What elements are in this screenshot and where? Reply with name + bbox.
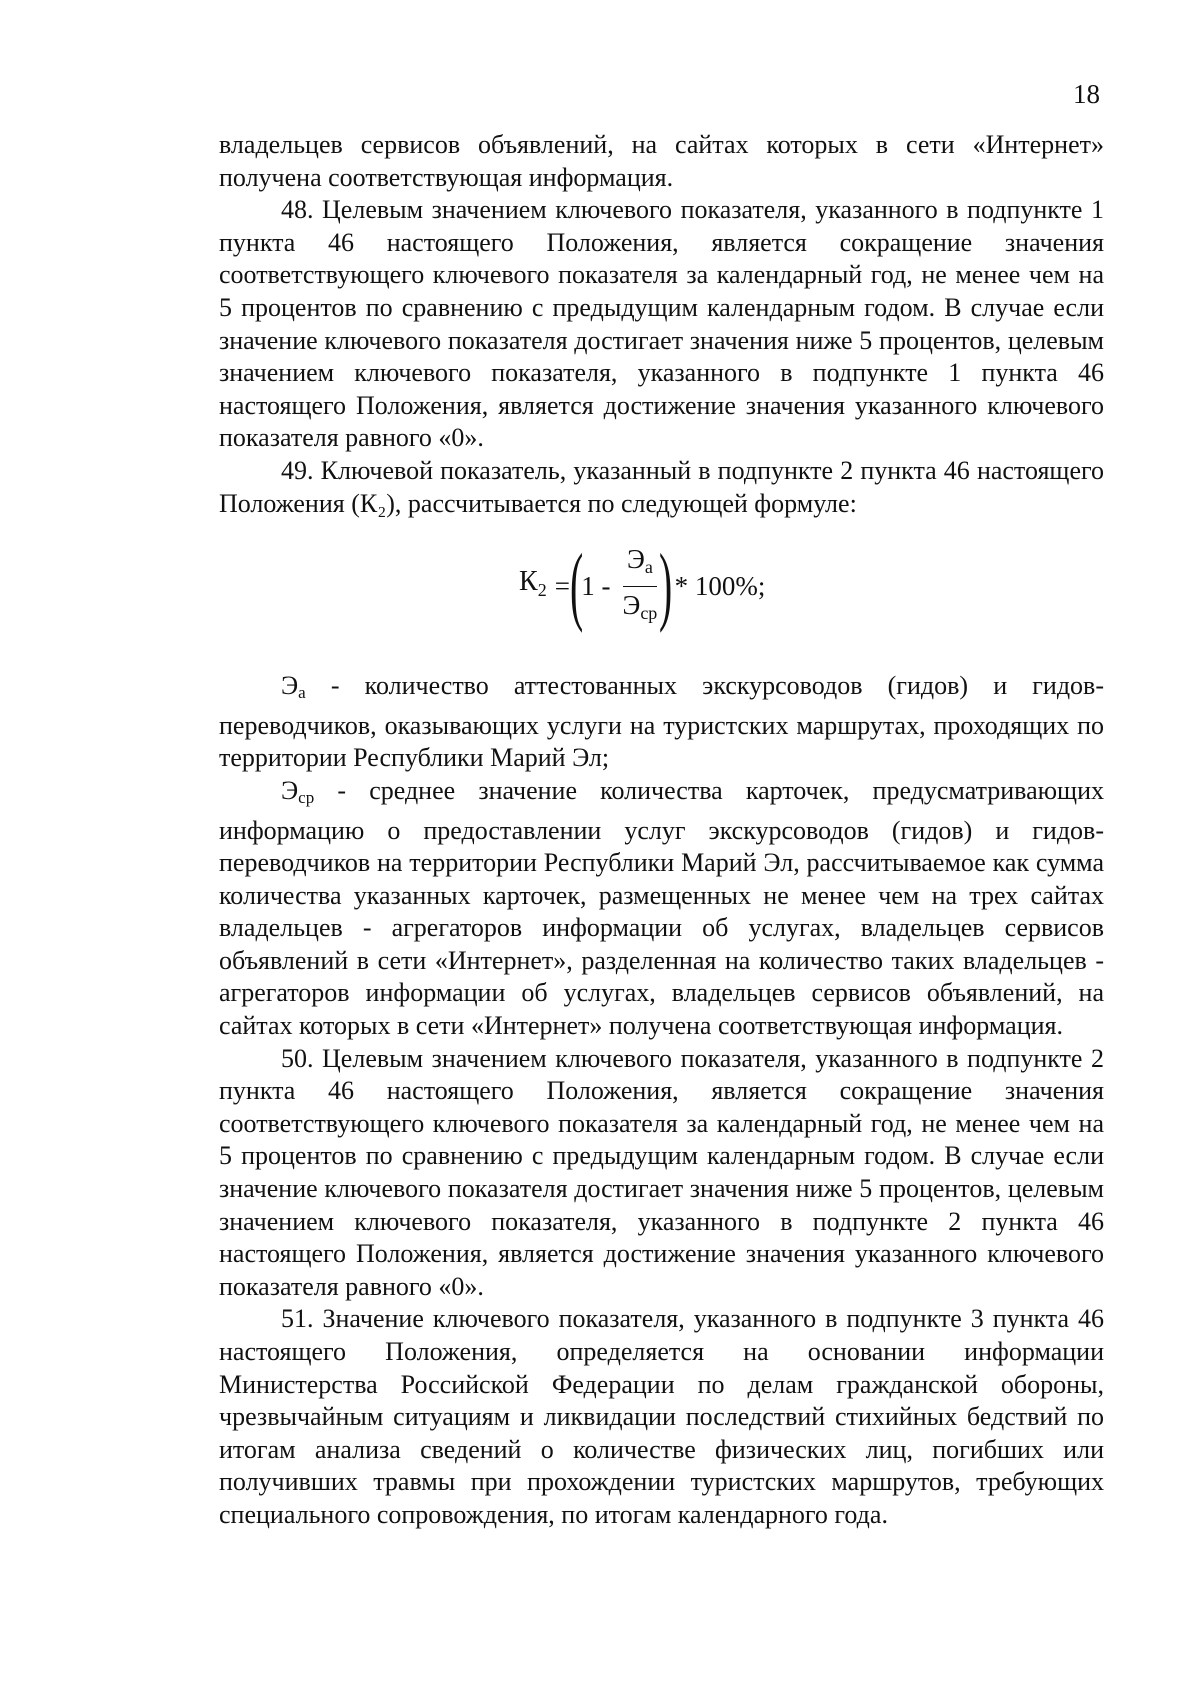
formula-numerator-subscript: а (644, 557, 653, 578)
definition-ea-text: - количество аттестованных экскурсоводов (гидов) и гидов-переводчиков, оказывающих услуги на туристских маршрутах, проходящих по территории Республики Марий Эл; (219, 671, 1104, 773)
formula-denominator (622, 587, 657, 630)
formula-k2 (219, 532, 1104, 640)
definition-esr-subscript: ср (298, 787, 315, 807)
formula-lhs (519, 566, 547, 607)
formula-lhs-symbol: К (519, 565, 538, 597)
formula-numerator-symbol: Э (626, 544, 645, 575)
definition-esr-letter: Э (281, 775, 299, 805)
formula-lhs-subscript: 2 (537, 579, 547, 600)
formula-tail: * 100%; (674, 570, 766, 601)
paragraph-49: 49. Ключевой показатель, указанный в подпункте 2 пункта 46 настоящего Положения (К₂), рассчитывается по следующей формуле: (219, 455, 1104, 518)
definition-esr-symbol (281, 776, 314, 805)
definition-esr-text: - среднее значение количества карточек, предусматривающих информацию о предоставлении услуг экскурсоводов (гидов) и гидов-переводчиков на территории Республики Марий Эл, рассчитываемое как сумма количества указанных карточек, размещенных не менее чем на трех сайтах владельцев - агрегаторов информации об услугах, владельцев сервисов объявлений в сети «Интернет», разделенная на количество таких владельцев - агрегаторов информации об услугах, владельцев сервисов объявлений, на сайтах которых в сети «Интернет» получена соответствующая информация. (219, 775, 1104, 1041)
formula-numerator (623, 543, 657, 587)
paragraph-48: 48. Целевым значением ключевого показателя, указанного в подпункте 1 пункта 46 настоящего Положения, является сокращение значения соответствующего ключевого показателя за календарный год, не менее чем на 5 процентов по сравнению с предыдущим календарным годом. В случае если значение ключевого показателя достигает значения ниже 5 процентов, целевым значением ключевого показателя, указанного в подпункте 1 пункта 46 настоящего Положения, является достижение значения указанного ключевого показателя равного «0». (219, 195, 1104, 453)
definition-ea-symbol (281, 671, 306, 703)
formula-one-minus: 1 - (581, 570, 611, 601)
formula-expression (519, 537, 766, 635)
formula-open-paren: ( (569, 537, 584, 635)
document-body (219, 129, 1104, 1532)
formula-equals: = (554, 570, 570, 601)
formula-denominator-symbol: Э (622, 589, 641, 620)
page-number: 18 (1073, 79, 1100, 109)
paragraph-continuation: владельцев сервисов объявлений, на сайтах которых в сети «Интернет» получена соответствующая информация. (219, 130, 1104, 192)
paragraph-51: 51. Значение ключевого показателя, указанного в подпункте 3 пункта 46 настоящего Положения, определяется на основании информации Министерства Российской Федерации по делам гражданской обороны, чрезвычайным ситуациям и ликвидации последствий стихийных бедствий по итогам анализа сведений о количестве физических лиц, погибших или получивших травмы при прохождении туристских маршрутов, требующих специального сопровождения, по итогам календарного года. (219, 1304, 1104, 1529)
definition-ea-letter: Э (281, 671, 299, 701)
formula-close-paren: ) (659, 537, 673, 635)
formula-denominator-subscript: ср (640, 602, 658, 623)
definition-ea (219, 670, 1104, 775)
paragraph-50: 50. Целевым значением ключевого показателя, указанного в подпункте 2 пункта 46 настоящего Положения, является сокращение значения соответствующего ключевого показателя за календарный год, не менее чем на 5 процентов по сравнению с предыдущим календарным годом. В случае если значение ключевого показателя достигает значения ниже 5 процентов, целевым значением ключевого показателя, указанного в подпункте 2 пункта 46 настоящего Положения, является достижение значения указанного ключевого показателя равного «0». (219, 1043, 1104, 1301)
definition-esr (219, 775, 1104, 1043)
definition-ea-subscript: а (298, 683, 306, 703)
formula-fraction (622, 543, 657, 629)
